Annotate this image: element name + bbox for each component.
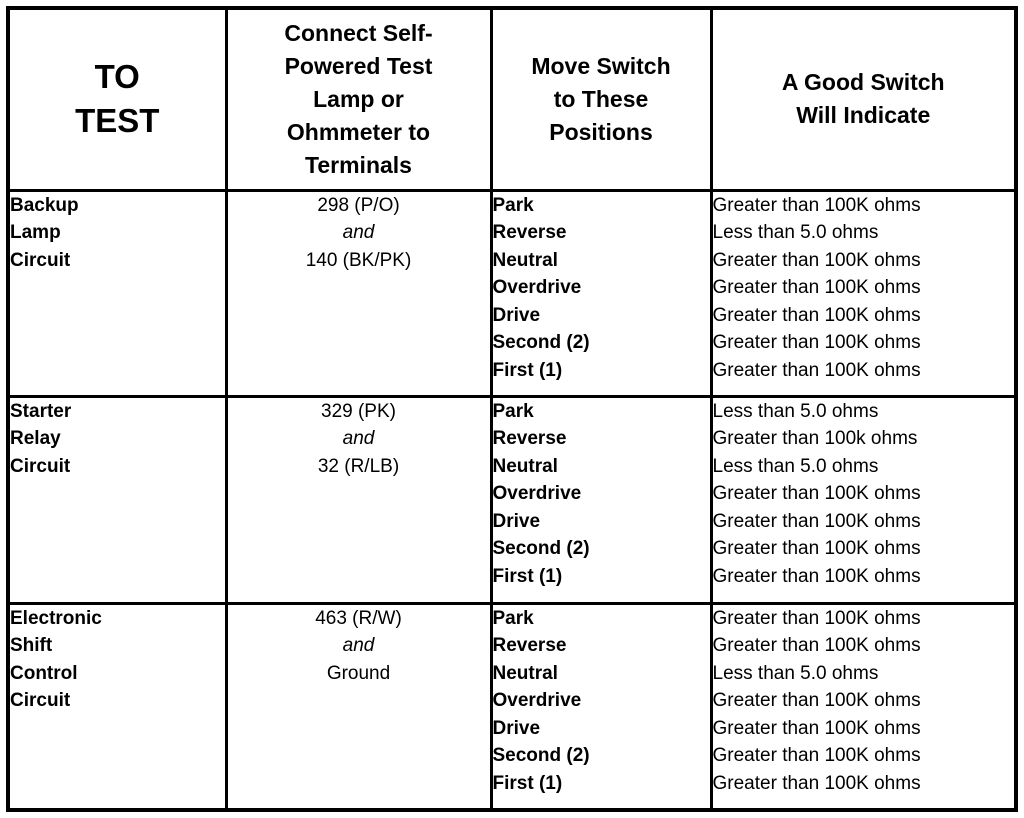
header-connect-line: Ohmmeter to (286, 118, 431, 145)
test-name-line: Relay (10, 428, 61, 449)
terminal-a: 463 (R/W) (315, 607, 402, 629)
indication-item: Greater than 100K ohms (712, 538, 921, 559)
header-to-test (8, 8, 226, 190)
indication-item: Greater than 100K ohms (712, 249, 921, 271)
terminal-conjunction: and (342, 635, 375, 656)
header-move-line: Move Switch (531, 52, 671, 79)
indication-item: Less than 5.0 ohms (712, 222, 879, 243)
indication-item: Greater than 100K ohms (712, 745, 921, 766)
header-move-line: Positions (549, 118, 653, 145)
test-name-line: Control (10, 662, 78, 684)
indication-item: Greater than 100K ohms (712, 717, 921, 739)
test-name-line: Circuit (10, 690, 71, 711)
test-name-cell (8, 396, 226, 603)
indication-item: Less than 5.0 ohms (712, 400, 879, 422)
header-move-switch (491, 8, 711, 190)
header-good-line: A Good Switch (781, 69, 945, 96)
indication-item: Greater than 100K ohms (712, 194, 921, 216)
positions-cell (491, 396, 711, 603)
indication-item: Greater than 100K ohms (712, 607, 921, 629)
table-row (8, 190, 1016, 396)
position-item: Neutral (492, 662, 558, 684)
switch-test-sheet (6, 6, 1014, 808)
indication-item: Less than 5.0 ohms (712, 662, 879, 684)
terminal-conjunction: and (342, 222, 375, 243)
test-name-line: Lamp (10, 222, 61, 243)
positions-cell (491, 603, 711, 810)
indication-item: Greater than 100K ohms (712, 277, 921, 298)
indication-item: Less than 5.0 ohms (712, 455, 879, 477)
position-item: Second (2) (492, 745, 590, 766)
test-name-line: Starter (10, 400, 72, 422)
position-item: Overdrive (492, 483, 582, 504)
terminals-cell (226, 396, 491, 603)
test-name-cell (8, 603, 226, 810)
position-item: Drive (492, 304, 541, 326)
position-item: Reverse (492, 428, 567, 449)
indication-item: Greater than 100K ohms (712, 359, 921, 381)
header-good-switch (711, 8, 1016, 190)
position-item: Second (2) (492, 332, 590, 353)
test-name-line: Circuit (10, 455, 71, 477)
header-connect-line: Lamp or (313, 85, 404, 112)
indication-item: Greater than 100K ohms (712, 304, 921, 326)
positions-cell (491, 190, 711, 396)
terminal-b: Ground (326, 662, 391, 684)
indication-item: Greater than 100K ohms (712, 483, 921, 504)
terminals-cell (226, 190, 491, 396)
indication-item: Greater than 100K ohms (712, 690, 921, 711)
position-item: Second (2) (492, 538, 590, 559)
terminal-b: 140 (BK/PK) (305, 249, 412, 271)
position-item: Reverse (492, 222, 567, 243)
position-item: Overdrive (492, 690, 582, 711)
test-name-line: Backup (10, 194, 79, 216)
indications-cell (711, 190, 1016, 396)
indication-item: Greater than 100K ohms (712, 772, 921, 794)
position-item: Neutral (492, 249, 558, 271)
position-item: Neutral (492, 455, 558, 477)
position-item: Drive (492, 510, 541, 532)
header-connect-line: Terminals (305, 151, 412, 178)
test-name-line: Circuit (10, 249, 71, 271)
header-connect-line: Powered Test (284, 52, 433, 79)
test-name-line: Electronic (10, 607, 102, 629)
header-good-line: Will Indicate (796, 102, 931, 129)
terminal-conjunction: and (342, 428, 375, 449)
indication-item: Greater than 100k ohms (712, 428, 918, 449)
terminal-a: 329 (PK) (321, 400, 396, 422)
header-row (8, 8, 1016, 190)
position-item: Park (492, 400, 534, 422)
position-item: Overdrive (492, 277, 582, 298)
position-item: Park (492, 194, 534, 216)
position-item: Drive (492, 717, 541, 739)
table-row (8, 396, 1016, 603)
position-item: First (1) (492, 565, 563, 587)
indication-item: Greater than 100K ohms (712, 510, 921, 532)
indication-item: Greater than 100K ohms (712, 565, 921, 587)
switch-test-table (6, 6, 1018, 812)
terminals-cell (226, 603, 491, 810)
position-item: First (1) (492, 359, 563, 381)
terminal-a: 298 (P/O) (317, 194, 400, 216)
header-to-test-line: TO (94, 58, 140, 96)
indications-cell (711, 396, 1016, 603)
test-name-cell (8, 190, 226, 396)
header-move-line: to These (553, 85, 649, 112)
table-row (8, 603, 1016, 810)
header-connect-line: Connect Self- (284, 19, 433, 46)
position-item: Reverse (492, 635, 567, 656)
terminal-b: 32 (R/LB) (317, 455, 400, 477)
indications-cell (711, 603, 1016, 810)
test-name-line: Shift (10, 635, 53, 656)
header-connect-terminals (226, 8, 491, 190)
header-to-test-line: TEST (75, 102, 160, 140)
position-item: Park (492, 607, 534, 629)
position-item: First (1) (492, 772, 563, 794)
indication-item: Greater than 100K ohms (712, 332, 921, 353)
indication-item: Greater than 100K ohms (712, 635, 921, 656)
